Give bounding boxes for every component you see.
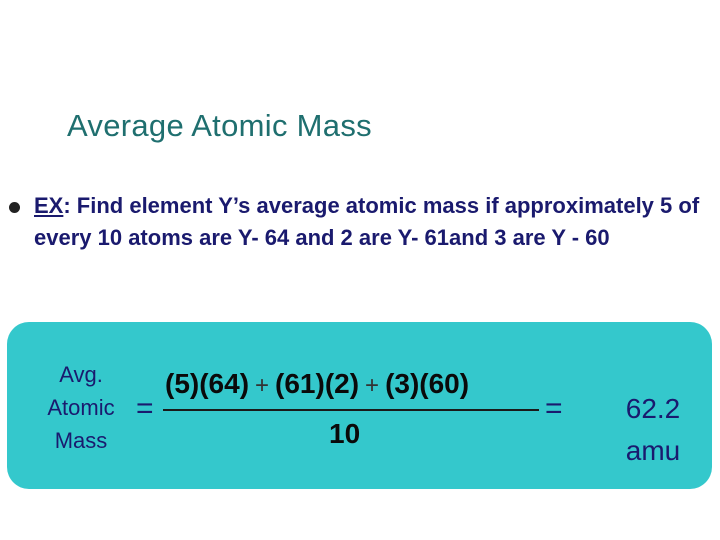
slide-title: Average Atomic Mass [67, 108, 372, 143]
fraction-bar [163, 409, 539, 411]
equation-label [31, 358, 131, 457]
numerator-term: (5)(64) [165, 368, 250, 399]
label-line: Atomic [47, 395, 115, 420]
result-line: 62.2 [625, 393, 681, 424]
fraction-numerator [165, 368, 469, 400]
fraction-denominator: 10 [329, 418, 361, 449]
result-line: amu [625, 435, 681, 466]
example-prefix: EX [34, 193, 64, 218]
plus-sign: + [255, 372, 270, 399]
plus-sign: + [365, 372, 380, 399]
numerator-term: (61)(2) [275, 368, 360, 399]
equation-panel [7, 322, 712, 489]
numerator-term: (3)(60) [385, 368, 470, 399]
bullet-text [34, 190, 714, 254]
bullet-dot-icon [9, 202, 20, 213]
label-line: Mass [54, 428, 108, 453]
equals-sign: = [136, 392, 154, 425]
label-line: Avg. [59, 362, 103, 387]
equals-sign: = [545, 392, 563, 425]
equation-result [607, 388, 699, 472]
example-text: : Find element Y’s average atomic mass if approximately 5 of every 10 atoms are Y- 64 and 2 are Y- 61and 3 are Y - 60 [34, 193, 700, 250]
